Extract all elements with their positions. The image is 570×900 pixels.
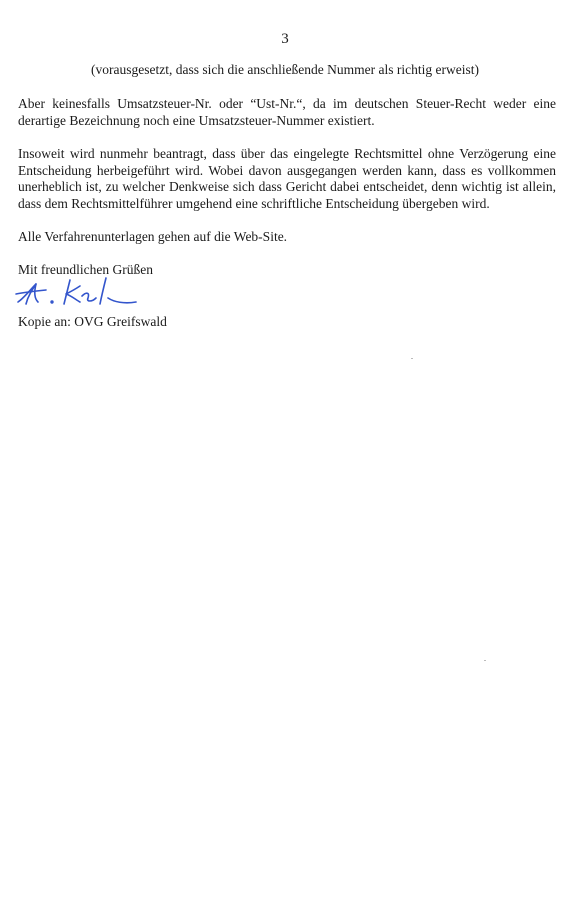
paragraph-website: Alle Verfahrenunterlagen gehen auf die Web-Site. (18, 229, 288, 244)
page-number: 3 (281, 31, 289, 47)
closing-greeting: Mit freundlichen Grüßen (18, 262, 153, 277)
scan-speck (411, 358, 413, 359)
paragraph-tax-number: Aber keinesfalls Umsatzsteuer-Nr. oder “Ust-Nr.“, da im deutschen Steuer-Recht weder eine derartige Bezeichnung noch eine Umsatzsteuer-Nummer existiert. (18, 96, 556, 128)
paragraph-request: Insoweit wird nunmehr beantragt, dass über das eingelegte Rechtsmittel ohne Verzögerung eine Entscheidung herbeigeführt wird. Wobei davon ausgegangen werden kann, dass es vollkommen unerheblich ist, zu welcher Denkweise sich dass Gericht dabei entscheidet, denn wichtig ist allein, dass dem Rechtsmittelführer umgehend eine schriftliche Entscheidung übergeben wird. (18, 146, 556, 211)
scan-speck (484, 660, 486, 661)
subtitle-note: (vorausgesetzt, dass sich die anschließende Nummer als richtig erweist) (91, 62, 479, 77)
handwritten-signature (14, 272, 144, 308)
copy-recipient: Kopie an: OVG Greifswald (18, 314, 167, 329)
